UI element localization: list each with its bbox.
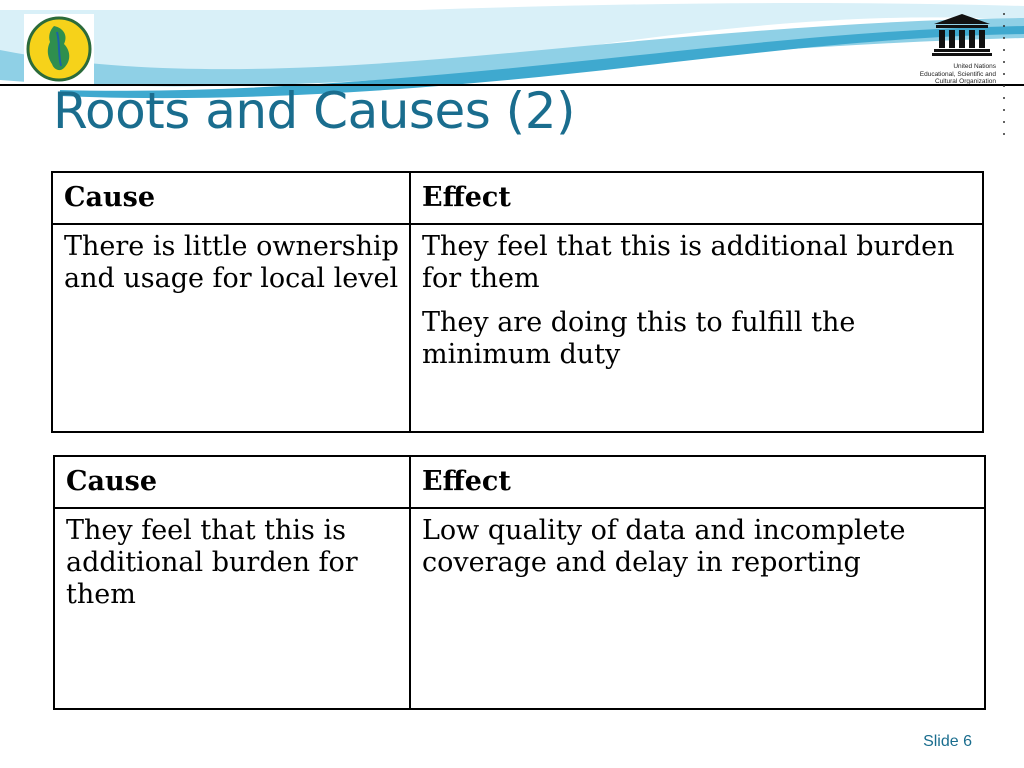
cause-cell: They feel that this is additional burden for them xyxy=(54,508,410,709)
table-header-row xyxy=(52,172,983,224)
header-cause: Cause xyxy=(52,172,410,224)
cause-effect-table-1 xyxy=(51,171,984,433)
table-row xyxy=(54,508,985,709)
table-row xyxy=(52,224,983,432)
effect-cell xyxy=(410,224,983,432)
effect-text: Low quality of data and incomplete coverage and delay in reporting xyxy=(422,515,906,578)
unesco-temple-icon xyxy=(932,12,992,56)
table-header-row xyxy=(54,456,985,508)
unesco-line-3: Cultural Organization xyxy=(934,78,996,85)
header-cause: Cause xyxy=(54,456,410,508)
slide-number: Slide 6 xyxy=(923,733,972,750)
effect-cell xyxy=(410,508,985,709)
decorative-dot-line xyxy=(1002,10,1006,138)
mekong-institute-logo xyxy=(24,14,94,84)
unesco-logo xyxy=(918,8,1010,88)
unesco-caption xyxy=(906,63,996,86)
effect-text: They feel that this is additional burden for them xyxy=(422,231,955,294)
header-effect: Effect xyxy=(410,456,985,508)
unesco-line-1: United Nations xyxy=(953,63,996,70)
unesco-line-2: Educational, Scientific and xyxy=(919,70,996,78)
effect-text: They are doing this to fulfill the minimum duty xyxy=(422,307,856,370)
slide-title: Roots and Causes (2) xyxy=(53,82,576,140)
cause-cell: There is little ownership and usage for local level xyxy=(52,224,410,432)
cause-effect-table-2 xyxy=(53,455,986,710)
header-effect: Effect xyxy=(410,172,983,224)
